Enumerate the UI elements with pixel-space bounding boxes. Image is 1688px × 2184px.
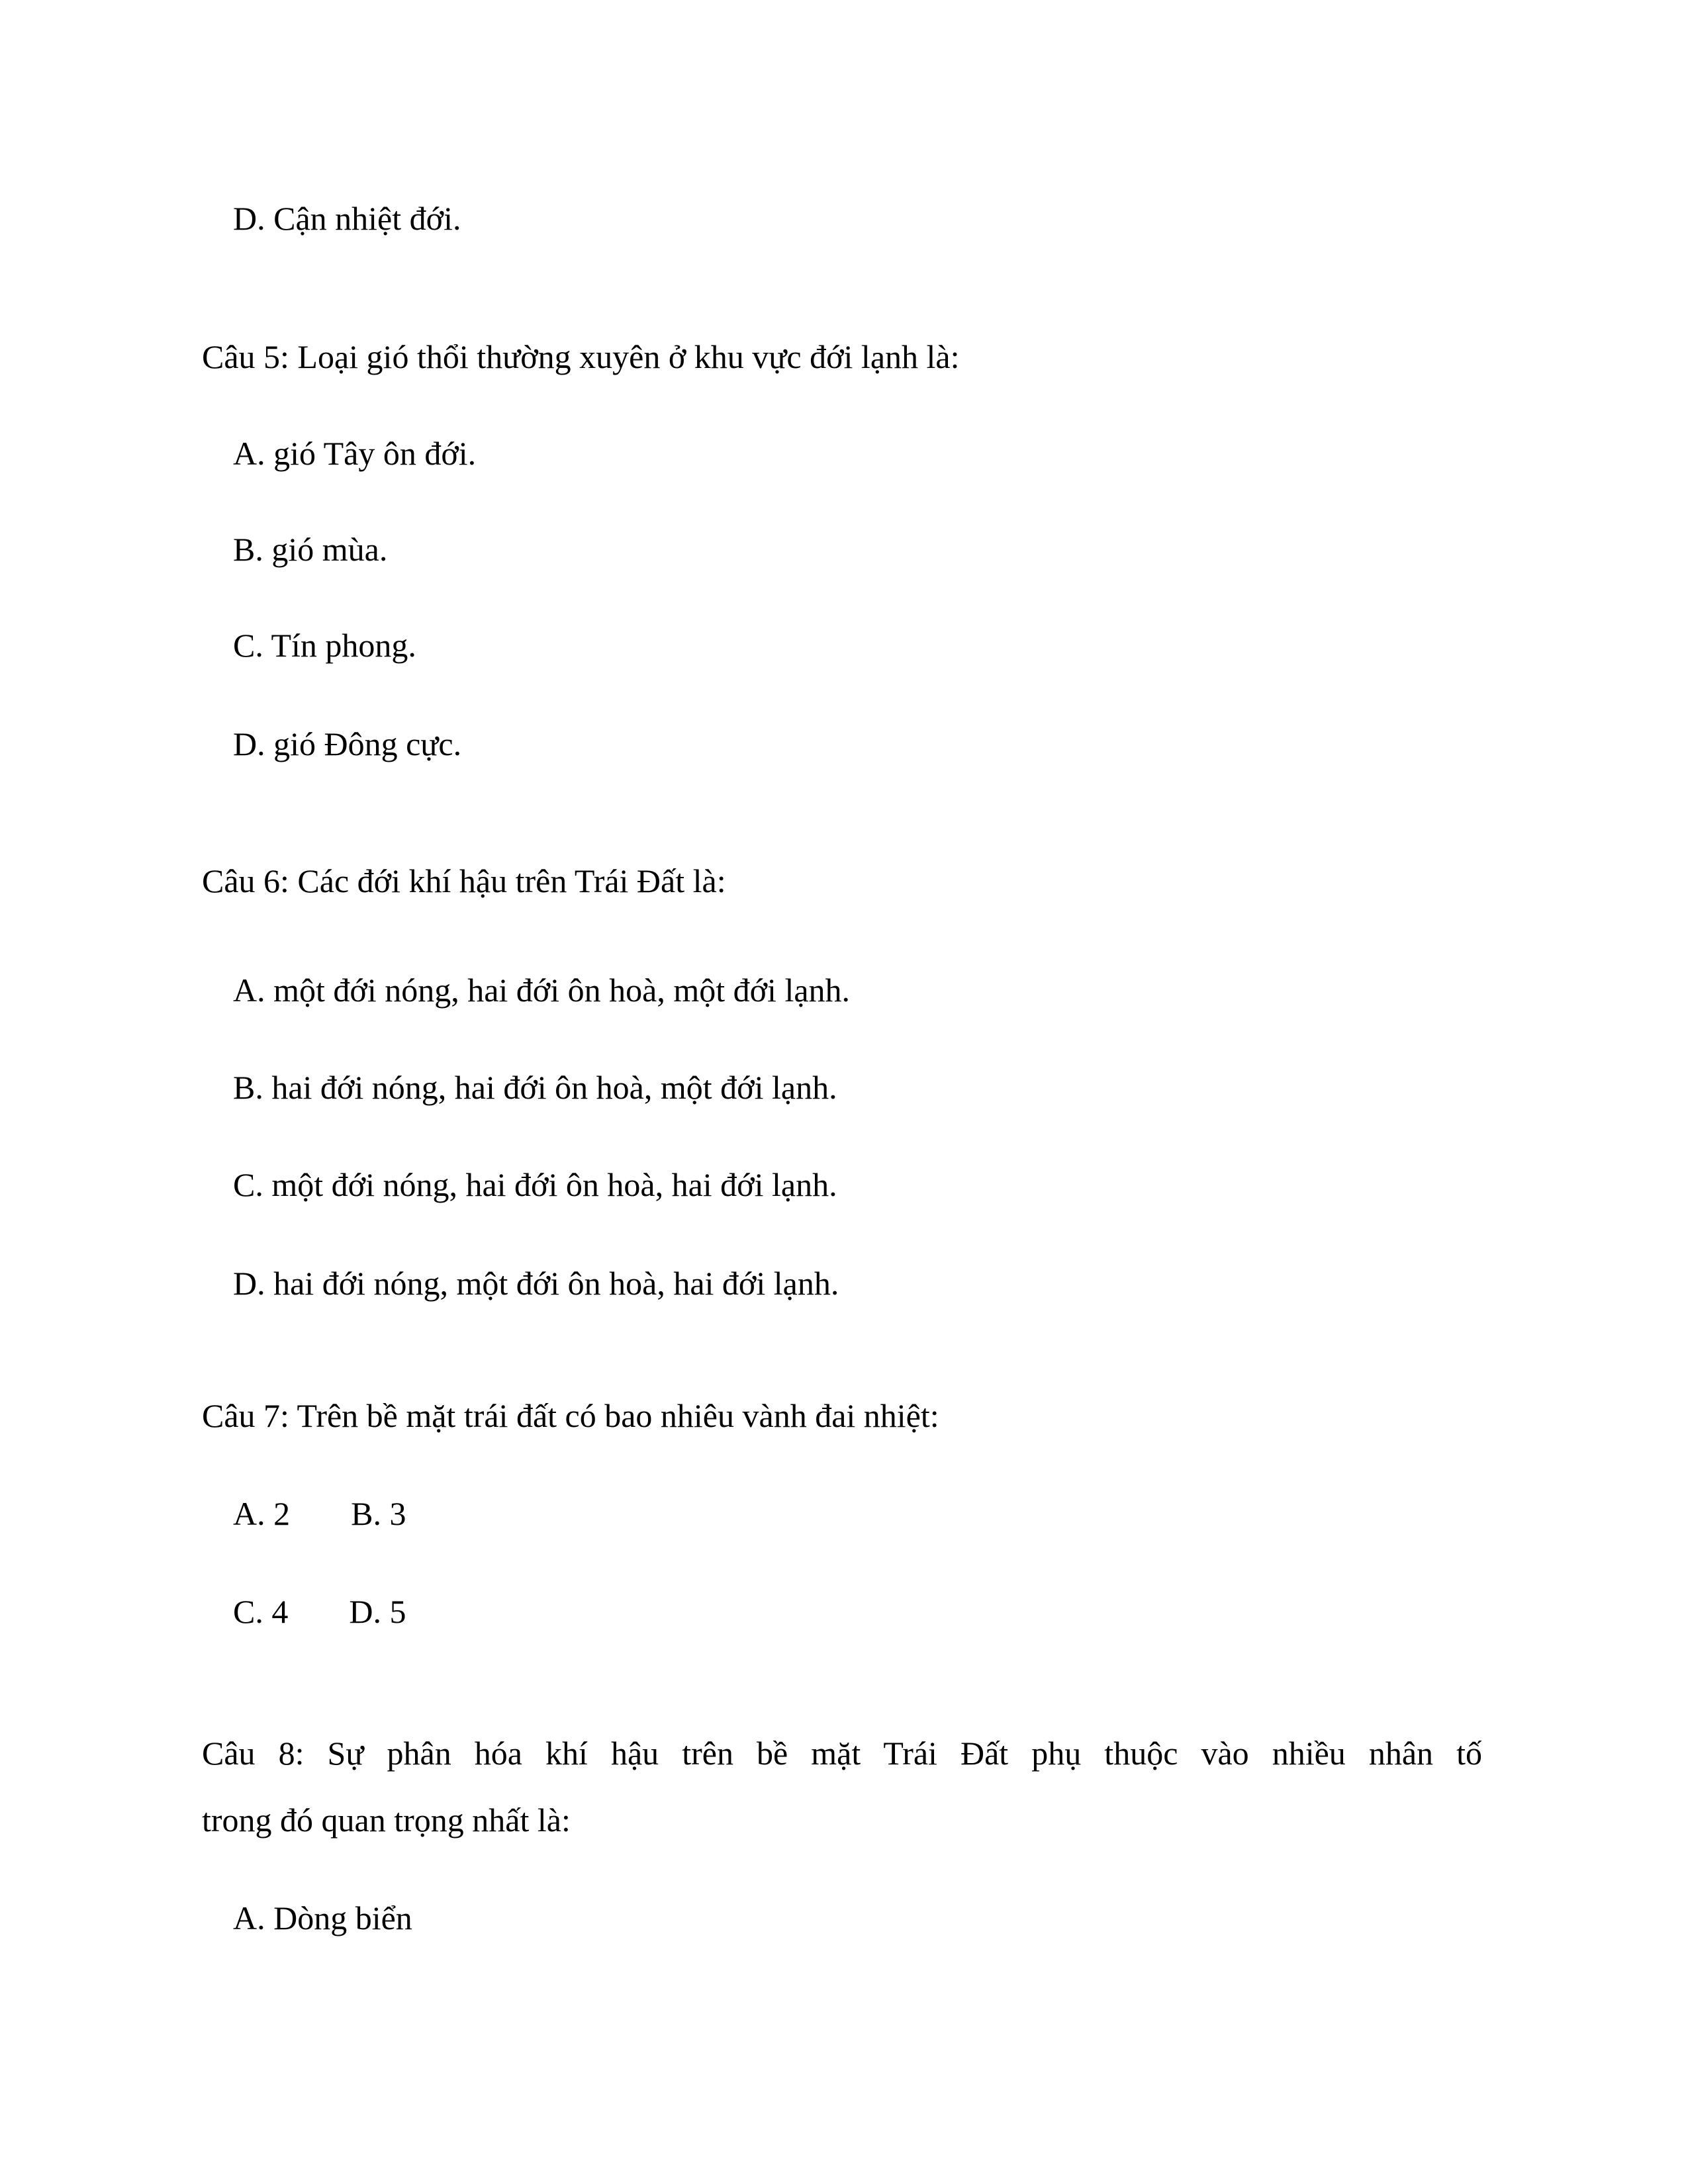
q7-options-row-1 [233, 1494, 406, 1533]
q7-option-b: B. 3 [351, 1495, 406, 1532]
q7-options-row-2 [233, 1592, 406, 1631]
q6-option-d: D. hai đới nóng, một đới ôn hoà, hai đới lạnh. [233, 1265, 839, 1302]
question-8 [202, 1733, 1482, 1840]
q6-option-c: C. một đới nóng, hai đới ôn hoà, hai đới lạnh. [233, 1166, 837, 1203]
q5-option-a: A. gió Tây ôn đới. [233, 435, 477, 472]
q6-option-b: B. hai đới nóng, hai đới ôn hoà, một đới lạnh. [233, 1069, 837, 1106]
question-8-line-1: Câu 8: Sự phân hóa khí hậu trên bề mặt Trái Đất phụ thuộc vào nhiều nhân tố [202, 1735, 1482, 1772]
question-5: Câu 5: Loại gió thổi thường xuyên ở khu vực đới lạnh là: [202, 338, 960, 375]
prev-question-option-d: D. Cận nhiệt đới. [233, 200, 461, 237]
q7-option-d: D. 5 [349, 1593, 406, 1630]
question-8-line-2: trong đó quan trọng nhất là: [202, 1801, 571, 1839]
question-6: Câu 6: Các đới khí hậu trên Trái Đất là: [202, 862, 726, 899]
q7-option-a: A. 2 [233, 1495, 291, 1532]
q6-option-a: A. một đới nóng, hai đới ôn hoà, một đới lạnh. [233, 972, 851, 1009]
q5-option-c: C. Tín phong. [233, 627, 416, 664]
q5-option-d: D. gió Đông cực. [233, 725, 462, 762]
q8-option-a: A. Dòng biển [233, 1899, 412, 1936]
question-7: Câu 7: Trên bề mặt trái đất có bao nhiêu vành đai nhiệt: [202, 1397, 939, 1434]
q7-option-c: C. 4 [233, 1593, 289, 1630]
q5-option-b: B. gió mùa. [233, 531, 388, 568]
